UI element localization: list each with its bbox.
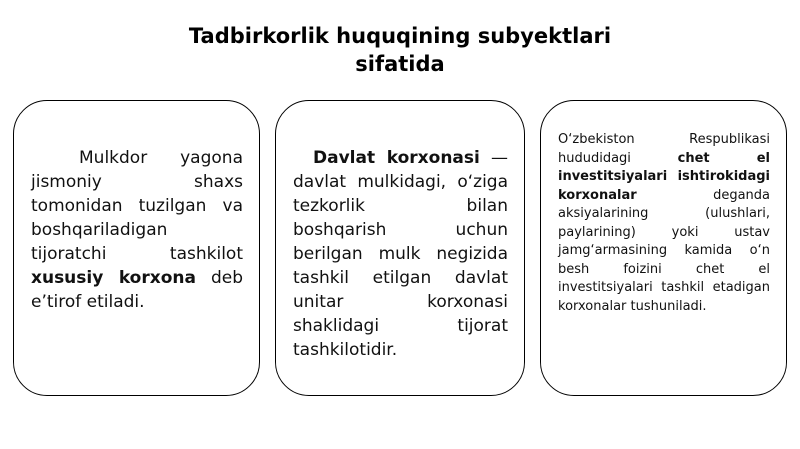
- card-text: [31, 146, 243, 314]
- card-text-after: deganda aksiyalarining (ulushlari, paylarining) yoki ustav jamg‘armasining kamida o‘n besh foizini chet el investitsiyalari tashkil etadigan korxonalar tushuniladi.: [558, 187, 770, 314]
- card-text: [293, 146, 508, 362]
- card-state-enterprise: [275, 100, 525, 396]
- page-title: [120, 22, 680, 78]
- card-text-before: Mulkdor yagona jismoniy shaxs tomonidan tuzilgan va boshqariladigan tijoratchi tashkilot: [31, 148, 243, 264]
- card-term-bold: xususiy korxona: [31, 268, 196, 288]
- card-text: [558, 131, 770, 316]
- card-term-bold: chet el investitsiyalari ishtirokidagi korxonalar: [558, 150, 770, 203]
- card-private-enterprise: [13, 100, 260, 396]
- card-text-before: O‘zbekiston Respublikasi hududidagi: [558, 132, 770, 166]
- card-term-bold: Davlat korxonasi: [313, 148, 480, 168]
- card-foreign-investment-enterprise: [540, 100, 787, 396]
- title-line-2: sifatida: [355, 52, 445, 76]
- card-text-after: deb e’tirof etiladi.: [31, 268, 243, 312]
- card-text-after: — davlat mulkidagi, o‘ziga tezkorlik bilan boshqarish uchun berilgan mulk negizida tashkil etilgan davlat unitar korxonasi shaklidagi tijorat tashkilotidir.: [293, 148, 508, 360]
- title-line-1: Tadbirkorlik huquqining subyektlari: [188, 24, 612, 48]
